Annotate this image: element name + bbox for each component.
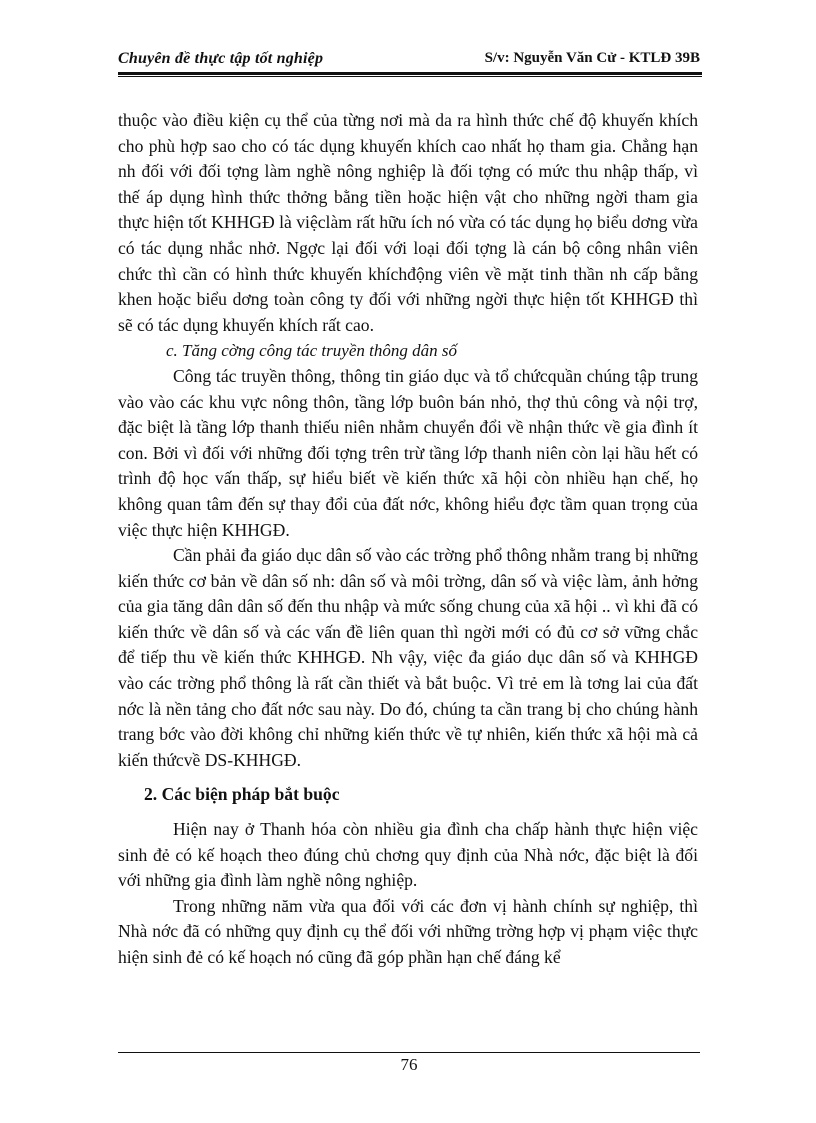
subheading-c: c. Tăng cờng công tác truyền thông dân số xyxy=(166,341,457,361)
header-rule xyxy=(118,72,702,75)
header-author: S/v: Nguyễn Văn Cử - KTLĐ 39B xyxy=(484,50,700,66)
page-header xyxy=(118,50,700,72)
paragraph-5: Trong những năm vừa qua đối với các đơn vị hành chính sự nghiệp, thì Nhà nớc đã có những quy định cụ thể đối với những trờng hợp vị phạm việc thực hiện sinh đẻ có kế hoạch nó cũng đã góp phần hạn chế đáng kể xyxy=(118,895,698,967)
paragraph-2: Công tác truyền thông, thông tin giáo dục và tổ chứcquần chúng tập trung vào vào các khu vực nông thôn, tầng lớp buôn bán nhỏ, thợ thủ công và nội trợ, đặc biệt là tầng lớp thanh thiếu niên nhằm chuyển đổi về nhận thức về gia đình ít con. Bởi vì đối với những đối tợng trên trừ tầng lớp thanh niên còn lại hầu hết có trình độ học vấn thấp, sự hiểu biết về kiến thức xã hội còn nhiều hạn chế, họ không quan tâm đến sự thay đổi của đất nớc, không hiểu đợc tầm quan trọng của việc thực hiện KHHGĐ. xyxy=(118,365,698,540)
footer-rule xyxy=(118,1052,700,1053)
section-heading-2: 2. Các biện pháp bắt buộc xyxy=(144,784,340,805)
paragraph-1: thuộc vào điều kiện cụ thể của từng nơi mà da ra hình thức chế độ khuyến khích cho phù hợp sao cho có tác dụng khuyến khích cao nhất họ tham gia. Chẳng hạn nh đối với đối tợng làm nghề nông nghiệp là đối tợng có mức thu nhập thấp, vì thế áp dụng hình thức thởng bằng tiền hoặc hiện vật cho những ngời tham gia thực hiện tốt KHHGĐ là việclàm rất hữu ích nó vừa có tác dụng họ biểu dơng vừa có tác dụng nhắc nhở. Ngợc lại đối với loại đối tợng là cán bộ công nhân viên chức thì cần có hình thức khuyến khíchđộng viên về mặt tinh thần nh cấp bằng khen hoặc biểu dơng toàn công ty đối với những ngời thực hiện tốt KHHGĐ thì sẽ có tác dụng khuyến khích rất cao. xyxy=(118,110,698,335)
paragraph-3: Cần phải đa giáo dục dân số vào các trờng phổ thông nhằm trang bị những kiến thức cơ bản về dân số nh: dân số và môi trờng, dân số và việc làm, ảnh hởng của gia tăng dân dân số đến thu nhập và mức sống chung của xã hội .. vì khi đã có kiến thức về dân số và các vấn đề liên quan thì ngời mới có đủ cơ sở vững chắc để tiếp thu về kiến thức KHHGĐ. Nh vậy, việc đa giáo dục dân số và KHHGĐ vào các trờng phổ thông là rất cần thiết và bắt buộc. Vì trẻ em là tơng lai của đất nớc là nền tảng cho đất nớc sau này. Do đó, chúng ta cần trang bị cho chúng hành trang bớc vào đời không chỉ những kiến thức về tự nhiên, kiến thức xã hội mà cả kiến thứcvề DS-KHHGĐ. xyxy=(118,545,698,770)
header-rule-thin xyxy=(118,76,702,77)
page-number: 76 xyxy=(400,1055,418,1074)
header-document-title: Chuyên đề thực tập tốt nghiệp xyxy=(118,50,324,67)
paragraph-4: Hiện nay ở Thanh hóa còn nhiều gia đình cha chấp hành thực hiện việc sinh đẻ có kế hoạch theo đúng chủ chơng quy định của Nhà nớc, đặc biệt là đối với những gia đình làm nghề nông nghiệp. xyxy=(118,819,698,891)
page-content xyxy=(118,108,698,971)
